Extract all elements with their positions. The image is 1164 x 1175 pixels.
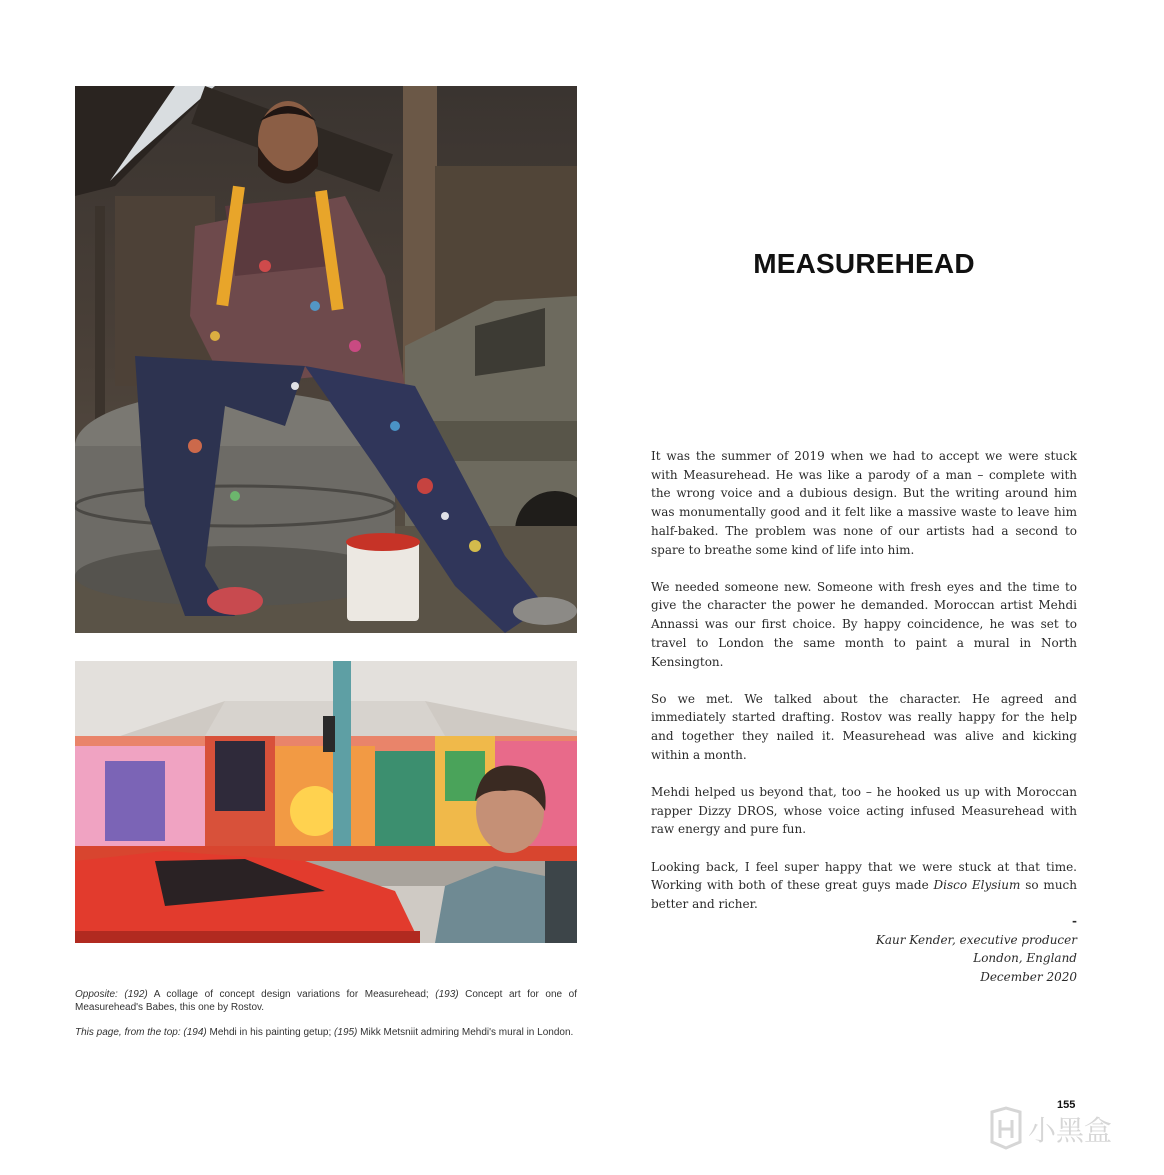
paragraph (651, 858, 1077, 914)
caption-text: Concept art for one of Measurehead's Babes, this one by Rostov. (75, 989, 577, 1013)
caption-this-page (75, 1026, 577, 1039)
paragraph: We needed someone new. Someone with fresh eyes and the time to give the character the power he demanded. Moroccan artist Mehdi Annassi was our first choice. By happy coincidence, he was set to travel to London the same month to paint a mural in North Kensington. (651, 579, 1077, 669)
page-title: MEASUREHEAD (753, 248, 975, 279)
image-captions (75, 988, 577, 1051)
caption-opposite (75, 988, 577, 1014)
paragraph: It was the summer of 2019 when we had to accept we were stuck with Measurehead. He was like a parody of a man – complete with the wrong voice and a dubious design. But the writing around him was monumentally good and it felt like a massive waste to leave him half-baked. The problem was none of our artists had a second to spare to breathe some kind of life into him. (651, 449, 1077, 557)
paragraph-text: so much better and richer. (651, 878, 1077, 912)
caption-text: A collage of concept design variations for Measurehead; (147, 989, 436, 1000)
signature-name: Kaur Kender, executive producer (875, 932, 1077, 947)
article-body (651, 447, 1077, 932)
photo-mikk-admiring-mural (75, 661, 577, 943)
caption-label: Opposite: (192) (75, 989, 148, 1000)
caption-label: This page, from the top: (194) (75, 1027, 207, 1038)
photo-mehdi-painting-getup (75, 86, 577, 633)
signature-dash: - (1072, 914, 1077, 928)
paragraph: So we met. We talked about the character. He agreed and immediately started drafting. Rostov was really happy for the help and together they nailed it. Measurehead was alive and kicking within a month. (651, 691, 1077, 762)
signature-block (876, 912, 1077, 987)
signature-place: London, England (973, 951, 1077, 966)
caption-text: Mikk Metsniit admiring Mehdi's mural in London. (357, 1027, 574, 1038)
game-title: Disco Elysium (933, 878, 1021, 893)
caption-ref: (193) (435, 989, 459, 1000)
page-number: 155 (1057, 1099, 1076, 1111)
caption-text: Mehdi in his painting getup; (206, 1027, 335, 1038)
caption-ref: (195) (334, 1027, 358, 1038)
watermark-logo (988, 1106, 1138, 1152)
watermark-text: 小黑盒 (1028, 1114, 1113, 1147)
signature-date: December 2020 (980, 970, 1077, 985)
paragraph: Mehdi helped us beyond that, too – he hooked us up with Moroccan rapper Dizzy DROS, whose voice acting infused Measurehead with raw energy and pure fun. (651, 785, 1077, 837)
paragraph-text: Looking back, I feel super happy that we were stuck at that time. Working with both of these great guys made (651, 859, 1077, 893)
